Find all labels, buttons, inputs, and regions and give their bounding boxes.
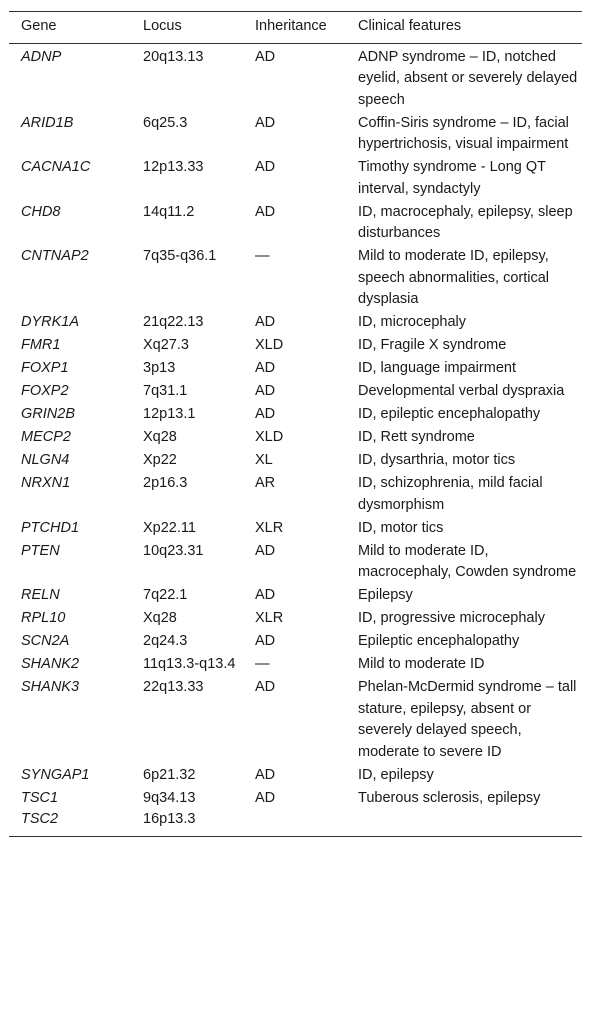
cell-inheritance: AD <box>255 159 276 175</box>
cell-locus-value: 2p16.3 <box>143 475 188 491</box>
table-row <box>9 157 582 202</box>
cell-locus <box>131 113 243 158</box>
cell-gene <box>9 202 131 247</box>
cell-inheritance: AD <box>255 383 276 399</box>
cell-clinical-features: Mild to moderate ID <box>358 656 485 672</box>
cell-inheritance: — <box>255 656 270 672</box>
table-row <box>9 335 582 358</box>
cell-locus <box>131 43 243 113</box>
cell-locus <box>131 202 243 247</box>
cell-clinical-features: Timothy syndrome - Long QT interval, syndactyly <box>358 159 546 197</box>
cell-locus-value: 11q13.3-q13.4 <box>143 656 236 672</box>
cell-locus-value: 22q13.33 <box>143 679 204 695</box>
cell-locus-value: Xq28 <box>143 429 177 445</box>
cell-clinical-features: Mild to moderate ID, epilepsy, speech abnormalities, cortical dysplasia <box>358 248 550 307</box>
cell-gene <box>9 312 131 335</box>
table-row <box>9 631 582 654</box>
cell-gene-value: MECP2 <box>21 429 71 445</box>
table-row <box>9 608 582 631</box>
cell-clinical-features: Tuberous sclerosis, epilepsy <box>346 788 582 837</box>
cell-locus-value: 16p13.3 <box>143 811 196 827</box>
cell-inheritance: XL <box>255 452 273 468</box>
cell-inheritance: AD <box>243 788 346 837</box>
cell-inheritance: AD <box>255 360 276 376</box>
cell-gene-value: NLGN4 <box>21 452 70 468</box>
cell-inheritance: — <box>255 248 270 264</box>
cell-inheritance: AD <box>255 542 276 559</box>
cell-gene <box>9 765 131 788</box>
cell-gene-value: TSC2 <box>21 811 59 827</box>
cell-locus <box>131 404 243 427</box>
cell-gene <box>9 335 131 358</box>
cell-inheritance: AD <box>255 587 276 603</box>
cell-inheritance: XLR <box>255 519 284 536</box>
cell-locus-value: Xp22.11 <box>143 519 196 536</box>
cell-inheritance: AR <box>255 475 276 491</box>
cell-locus-value: 6p21.32 <box>143 766 196 783</box>
cell-gene-value: RELN <box>21 587 60 603</box>
cell-gene-value: TSC1 <box>21 789 59 806</box>
table-row <box>9 404 582 427</box>
cell-locus <box>131 381 243 404</box>
cell-gene-value: SHANK2 <box>21 656 80 672</box>
cell-inheritance: XLR <box>255 610 284 626</box>
cell-gene <box>9 404 131 427</box>
cell-locus <box>131 677 243 765</box>
cell-inheritance: XLD <box>255 429 284 445</box>
cell-clinical-features: Epilepsy <box>358 587 413 603</box>
cell-clinical-features: ID, Fragile X syndrome <box>358 337 507 353</box>
table-row <box>9 202 582 247</box>
cell-locus <box>131 246 243 312</box>
cell-gene-value: SCN2A <box>21 633 70 649</box>
table-row <box>9 358 582 381</box>
table-row <box>9 518 582 541</box>
cell-locus <box>131 608 243 631</box>
cell-inheritance: AD <box>255 314 276 330</box>
cell-locus <box>131 473 243 518</box>
header-row <box>9 12 582 44</box>
cell-gene <box>9 113 131 158</box>
cell-locus <box>131 765 243 788</box>
table-header <box>9 12 582 44</box>
cell-clinical-features: Coffin-Siris syndrome – ID, facial hypertrichosis, visual impairment <box>358 114 569 152</box>
cell-gene-value: ARID1B <box>21 114 74 131</box>
cell-locus-value: Xp22 <box>143 452 177 468</box>
cell-locus-value: Xq27.3 <box>143 337 189 353</box>
cell-locus <box>131 654 243 677</box>
cell-gene <box>9 788 131 837</box>
cell-inheritance: AD <box>255 633 276 649</box>
cell-locus-value: 21q22.13 <box>143 314 204 330</box>
cell-clinical-features: ID, macrocephaly, epilepsy, sleep disturbances <box>358 203 573 241</box>
cell-gene <box>9 608 131 631</box>
table-row <box>9 473 582 518</box>
table-row <box>9 427 582 450</box>
cell-locus <box>131 631 243 654</box>
table-row <box>9 765 582 788</box>
cell-gene <box>9 585 131 608</box>
cell-locus <box>131 335 243 358</box>
cell-gene-value: CHD8 <box>21 203 61 220</box>
table-row <box>9 381 582 404</box>
cell-locus-value: 14q11.2 <box>143 203 195 220</box>
cell-gene-value: CACNA1C <box>21 159 91 175</box>
cell-gene <box>9 541 131 586</box>
cell-gene <box>9 450 131 473</box>
cell-inheritance: AD <box>255 48 276 65</box>
table-body <box>9 43 582 836</box>
cell-locus-value: 12p13.1 <box>143 406 196 422</box>
cell-clinical-features: ID, microcephaly <box>358 314 466 330</box>
cell-inheritance: AD <box>255 114 276 131</box>
cell-locus <box>131 157 243 202</box>
header-clinical-features: Clinical features <box>346 12 582 44</box>
cell-clinical-features: ID, language impairment <box>358 360 516 376</box>
cell-locus <box>131 541 243 586</box>
header-locus: Locus <box>131 12 243 44</box>
cell-gene-value: NRXN1 <box>21 475 71 491</box>
cell-locus <box>131 585 243 608</box>
cell-clinical-features: Epileptic encephalopathy <box>358 633 520 649</box>
table-row <box>9 246 582 312</box>
cell-clinical-features: ID, Rett syndrome <box>358 429 475 445</box>
cell-clinical-features: ID, dysarthria, motor tics <box>358 452 516 468</box>
cell-gene-value: PTEN <box>21 542 60 559</box>
cell-gene-value: SHANK3 <box>21 679 80 695</box>
table-row <box>9 788 582 837</box>
cell-locus-value: 12p13.33 <box>143 159 204 175</box>
cell-locus-value: 7q31.1 <box>143 383 188 399</box>
cell-gene <box>9 518 131 541</box>
table-row <box>9 654 582 677</box>
cell-inheritance: AD <box>255 766 276 783</box>
cell-locus <box>131 450 243 473</box>
cell-gene <box>9 381 131 404</box>
table-row <box>9 585 582 608</box>
cell-locus-value: 2q24.3 <box>143 633 188 649</box>
cell-gene <box>9 631 131 654</box>
gene-table-container <box>9 11 582 837</box>
cell-gene-value: CNTNAP2 <box>21 248 89 264</box>
table-row <box>9 541 582 586</box>
cell-locus <box>131 312 243 335</box>
cell-clinical-features: Mild to moderate ID, macrocephaly, Cowden syndrome <box>358 542 577 580</box>
table-row <box>9 113 582 158</box>
cell-locus <box>131 427 243 450</box>
cell-gene-value: PTCHD1 <box>21 519 80 536</box>
cell-locus-value: 6q25.3 <box>143 114 188 131</box>
cell-gene <box>9 473 131 518</box>
cell-inheritance: AD <box>255 203 276 220</box>
cell-locus <box>131 358 243 381</box>
cell-inheritance: AD <box>255 679 276 695</box>
table-row <box>9 43 582 113</box>
cell-gene <box>9 654 131 677</box>
table-row <box>9 312 582 335</box>
cell-locus <box>131 788 243 837</box>
header-gene: Gene <box>9 12 131 44</box>
table-row <box>9 450 582 473</box>
cell-gene <box>9 427 131 450</box>
cell-locus-value: 10q23.31 <box>143 542 204 559</box>
cell-gene <box>9 677 131 765</box>
cell-gene-value: RPL10 <box>21 610 66 626</box>
cell-clinical-features: ID, epileptic encephalopathy <box>358 406 541 422</box>
cell-gene <box>9 358 131 381</box>
cell-inheritance: XLD <box>255 337 284 353</box>
header-inheritance: Inheritance <box>243 12 346 44</box>
cell-clinical-features: ID, epilepsy <box>358 766 434 783</box>
cell-inheritance: AD <box>255 406 276 422</box>
cell-gene-value: SYNGAP1 <box>21 766 90 783</box>
cell-clinical-features: Phelan-McDermid syndrome – tall stature, epilepsy, absent or severely delayed speech, moderate to severe ID <box>358 679 577 760</box>
gene-table <box>9 11 582 837</box>
cell-locus-value: 9q34.13 <box>143 789 196 806</box>
cell-gene <box>9 246 131 312</box>
cell-clinical-features: ID, schizophrenia, mild facial dysmorphism <box>358 475 543 513</box>
cell-gene-value: GRIN2B <box>21 406 75 422</box>
cell-clinical-features: ID, progressive microcephaly <box>358 610 545 626</box>
cell-gene-value: FMR1 <box>21 337 61 353</box>
cell-locus-value: 7q35-q36.1 <box>143 248 217 264</box>
cell-locus-value: 20q13.13 <box>143 48 204 65</box>
cell-clinical-features: ADNP syndrome – ID, notched eyelid, absent or severely delayed speech <box>358 48 578 108</box>
cell-gene-value: ADNP <box>21 48 62 65</box>
table-row <box>9 677 582 765</box>
cell-gene <box>9 43 131 113</box>
cell-locus-value: 7q22.1 <box>143 587 188 603</box>
cell-gene-value: FOXP1 <box>21 360 69 376</box>
cell-locus-value: Xq28 <box>143 610 177 626</box>
cell-clinical-features: ID, motor tics <box>358 519 444 536</box>
cell-gene-value: FOXP2 <box>21 383 69 399</box>
cell-locus <box>131 518 243 541</box>
cell-gene-value: DYRK1A <box>21 314 80 330</box>
cell-locus-value: 3p13 <box>143 360 176 376</box>
cell-gene <box>9 157 131 202</box>
cell-clinical-features: Developmental verbal dyspraxia <box>358 383 565 399</box>
